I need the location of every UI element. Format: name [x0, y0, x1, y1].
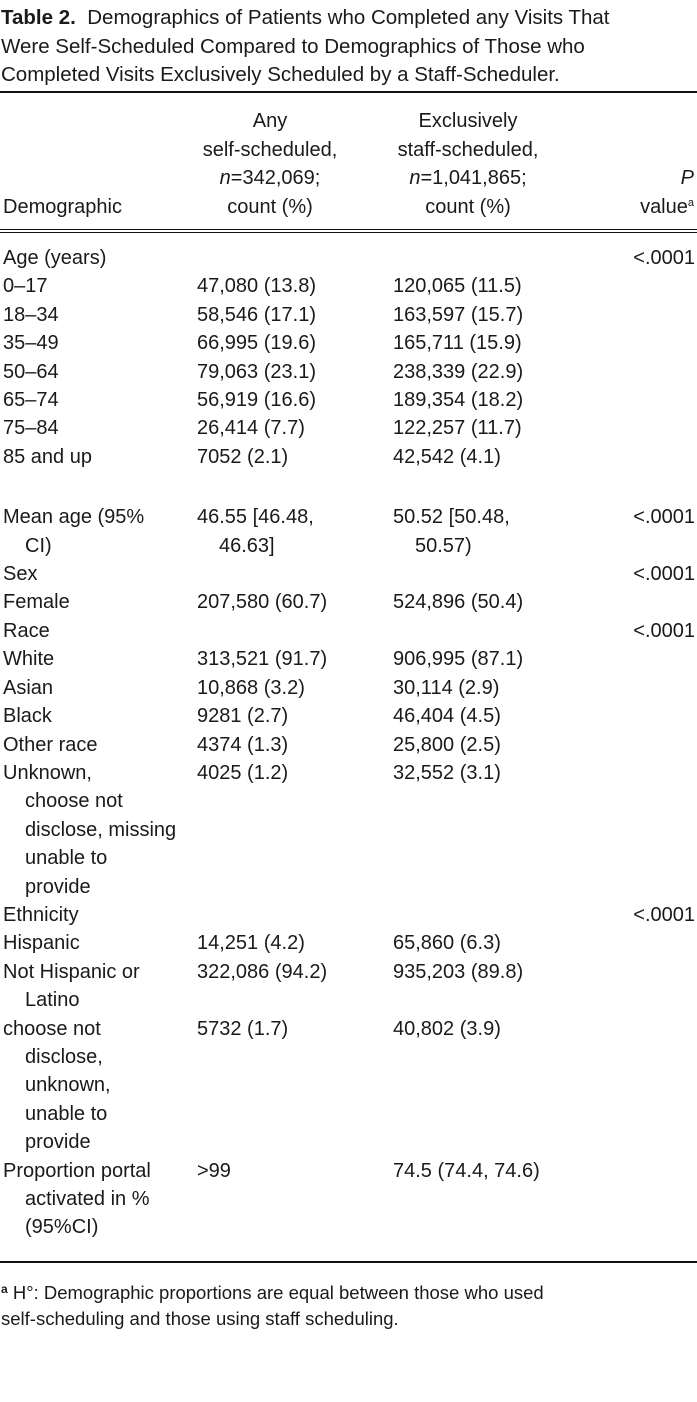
- demographic-cell: [0, 958, 197, 1015]
- demographic-cell-line: White: [3, 648, 55, 671]
- staff-scheduled-cell-line: [393, 244, 593, 272]
- staff-scheduled-cell-line: 65,860 (6.3): [393, 932, 501, 955]
- bottom-rule: [0, 1261, 697, 1263]
- self-scheduled-cell-line: 322,086 (94.2): [197, 960, 328, 983]
- table-row: [0, 244, 697, 272]
- demographic-cell: [0, 1015, 197, 1157]
- table-row: [0, 588, 697, 616]
- demographic-cell: [0, 645, 197, 673]
- self-scheduled-cell-line: 56,919 (16.6): [197, 389, 316, 412]
- self-scheduled-cell-line: [197, 244, 393, 272]
- staff-scheduled-cell: [393, 1157, 593, 1242]
- self-scheduled-cell: [197, 674, 393, 702]
- p-value-cell: [593, 414, 697, 442]
- p-value-cell: [593, 645, 697, 673]
- staff-scheduled-cell-line: 935,203 (89.8): [393, 960, 524, 983]
- staff-scheduled-cell: [393, 560, 593, 588]
- table-row: [0, 929, 697, 957]
- footnote: [1, 1276, 697, 1332]
- self-scheduled-cell-line: 47,080 (13.8): [197, 275, 316, 298]
- staff-scheduled-cell-line: 122,257 (11.7): [393, 417, 522, 440]
- table-row: [0, 386, 697, 414]
- self-scheduled-cell: [197, 503, 393, 560]
- header-text: [640, 193, 694, 222]
- staff-scheduled-cell: [393, 414, 593, 442]
- header-rule: [0, 229, 697, 230]
- table-row: [0, 958, 697, 1015]
- demographic-cell: [0, 674, 197, 702]
- demographic-cell: [0, 272, 197, 300]
- self-scheduled-cell: [197, 702, 393, 730]
- demographic-cell-line: Hispanic: [3, 932, 80, 955]
- demographic-cell-line: Sex: [3, 563, 38, 586]
- demographic-cell: [0, 386, 197, 414]
- self-scheduled-cell: [197, 272, 393, 300]
- staff-scheduled-cell: [393, 443, 593, 471]
- table-caption: [1, 4, 697, 90]
- staff-scheduled-cell-line: 40,802 (3.9): [393, 1017, 501, 1040]
- demographic-cell-line: unknown,: [25, 1074, 111, 1097]
- staff-scheduled-cell-line: 25,800 (2.5): [393, 733, 501, 756]
- staff-scheduled-cell-line: 120,065 (11.5): [393, 275, 522, 298]
- staff-scheduled-cell: [393, 329, 593, 357]
- staff-scheduled-cell-line: [393, 617, 593, 645]
- self-scheduled-cell: [197, 301, 393, 329]
- self-scheduled-cell-line: [197, 901, 393, 929]
- self-scheduled-cell: [197, 929, 393, 957]
- demographic-cell-line: 18–34: [3, 303, 59, 326]
- staff-scheduled-cell-line: 163,597 (15.7): [393, 303, 524, 326]
- demographic-cell-line: 35–49: [3, 332, 59, 355]
- staff-scheduled-cell-line: 46,404 (4.5): [393, 705, 501, 728]
- table-row: [0, 1157, 697, 1242]
- staff-scheduled-cell: [393, 588, 593, 616]
- demographic-cell: [0, 617, 197, 645]
- p-value-cell: [593, 674, 697, 702]
- staff-scheduled-cell: [393, 617, 593, 645]
- demographic-cell-line: activated in %: [25, 1188, 150, 1210]
- demographic-cell-line: 85 and up: [3, 445, 92, 468]
- table-row: [0, 414, 697, 442]
- staff-scheduled-cell: [393, 244, 593, 272]
- staff-scheduled-cell: [393, 901, 593, 929]
- staff-scheduled-cell-line: 165,711 (15.9): [393, 332, 522, 355]
- self-scheduled-cell: [197, 443, 393, 471]
- caption-text: Demographics of Patients who Completed any Visits That: [87, 6, 610, 29]
- staff-scheduled-cell-line: 42,542 (4.1): [393, 445, 501, 468]
- staff-scheduled-cell-line: 524,896 (50.4): [393, 591, 524, 614]
- top-rule: [0, 91, 697, 93]
- self-scheduled-cell: [197, 244, 393, 272]
- p-value-cell: <.0001: [633, 563, 695, 586]
- table-row: [0, 674, 697, 702]
- staff-scheduled-cell: [393, 731, 593, 759]
- demographic-cell-line: unable to: [25, 847, 108, 870]
- self-scheduled-cell: [197, 645, 393, 673]
- staff-scheduled-cell: [393, 645, 593, 673]
- header-demographic-text: Demographic: [3, 196, 122, 218]
- self-scheduled-cell-line: 4025 (1.2): [197, 761, 289, 784]
- demographic-cell-line: provide: [25, 1131, 91, 1154]
- staff-scheduled-cell: [393, 301, 593, 329]
- self-scheduled-cell: [197, 731, 393, 759]
- demographic-cell-line: Proportion portal: [3, 1159, 151, 1182]
- self-scheduled-cell-line: 58,546 (17.1): [197, 303, 316, 326]
- table-row: [0, 1015, 697, 1157]
- header-text: count (%): [425, 195, 511, 218]
- demographic-cell-line: Ethnicity: [3, 903, 79, 926]
- footnote-marker: a: [1, 1282, 8, 1296]
- self-scheduled-cell-line: [197, 560, 393, 588]
- staff-scheduled-cell: [393, 702, 593, 730]
- demographic-cell: [0, 244, 197, 272]
- table-row: [0, 901, 697, 929]
- caption-line-1: [1, 4, 697, 33]
- demographic-cell: [0, 560, 197, 588]
- demographic-cell: [0, 301, 197, 329]
- demographic-cell-line: choose not: [3, 1017, 101, 1040]
- demographic-cell: [0, 929, 197, 957]
- footnote-text: H°: Demographic proportions are equal between those who used: [12, 1282, 544, 1303]
- table-row: [0, 329, 697, 357]
- self-scheduled-cell: [197, 759, 393, 901]
- n-value: =342,069;: [230, 167, 321, 189]
- caption-line-2: Were Self-Scheduled Compared to Demographics of Those who: [1, 34, 585, 58]
- self-scheduled-cell: [197, 358, 393, 386]
- self-scheduled-cell: [197, 386, 393, 414]
- demographic-cell-line: Race: [3, 619, 50, 642]
- p-value-cell: [593, 731, 697, 759]
- demographic-cell: [0, 503, 197, 560]
- demographic-cell-line: (95%CI): [25, 1216, 99, 1239]
- demographic-cell-line: Black: [3, 705, 52, 728]
- staff-scheduled-cell: [393, 272, 593, 300]
- p-value-cell: [593, 329, 697, 357]
- demographic-cell: [0, 414, 197, 442]
- p-value-cell: [593, 958, 697, 1015]
- self-scheduled-cell-line: 313,521 (91.7): [197, 648, 328, 671]
- self-scheduled-cell-line: 5732 (1.7): [197, 1017, 289, 1040]
- staff-scheduled-cell: [393, 503, 593, 560]
- p-value-cell: <.0001: [633, 506, 695, 529]
- footnote-line-1: [1, 1276, 697, 1306]
- p-value-cell: [593, 1157, 697, 1242]
- p-value-cell: [593, 929, 697, 957]
- self-scheduled-cell: [197, 588, 393, 616]
- header-n: [175, 164, 365, 193]
- p-value-cell: [593, 702, 697, 730]
- self-scheduled-cell-line: 46.55 [46.48,: [197, 506, 314, 529]
- staff-scheduled-cell: [393, 358, 593, 386]
- self-scheduled-cell: [197, 1015, 393, 1157]
- demographic-cell-line: Unknown,: [3, 761, 92, 784]
- staff-scheduled-cell-line: 189,354 (18.2): [393, 389, 524, 412]
- table-row: [0, 301, 697, 329]
- staff-scheduled-cell-line: 74.5 (74.4, 74.6): [393, 1159, 540, 1182]
- table-row: [0, 272, 697, 300]
- staff-scheduled-cell-line: 32,552 (3.1): [393, 761, 501, 784]
- p-value-cell: <.0001: [633, 247, 695, 269]
- demographic-cell-line: Not Hispanic or: [3, 960, 140, 983]
- table-row: [0, 645, 697, 673]
- demographic-cell-line: Age (years): [3, 247, 107, 269]
- header-p-value: [640, 164, 694, 221]
- header-text: Exclusively: [418, 110, 518, 132]
- p-value-cell: <.0001: [633, 619, 695, 642]
- self-scheduled-cell-line: 79,063 (23.1): [197, 360, 316, 383]
- n-value: =1,041,865;: [420, 167, 527, 189]
- p-value-cell: [593, 443, 697, 471]
- header-self-scheduled: [175, 107, 365, 221]
- self-scheduled-cell-line: 9281 (2.7): [197, 705, 289, 728]
- header-text: Any: [252, 110, 288, 132]
- self-scheduled-cell-line: >99: [197, 1159, 231, 1182]
- p-value-cell: [593, 588, 697, 616]
- p-value-cell: <.0001: [633, 903, 695, 926]
- demographic-cell: [0, 1157, 197, 1242]
- p-value-label: value: [640, 195, 688, 218]
- footnote-marker: a: [687, 196, 694, 209]
- header-text: self-scheduled,: [202, 138, 338, 161]
- demographic-cell: [0, 358, 197, 386]
- demographic-cell-line: disclose, missing: [25, 818, 177, 841]
- staff-scheduled-cell-line: 30,114 (2.9): [393, 676, 500, 699]
- self-scheduled-cell-line: 46.63]: [219, 534, 275, 557]
- p-value-cell: [593, 1015, 697, 1157]
- self-scheduled-cell: [197, 329, 393, 357]
- self-scheduled-cell-line: 10,868 (3.2): [197, 676, 305, 699]
- staff-scheduled-cell-line: [393, 901, 593, 929]
- staff-scheduled-cell-line: [393, 560, 593, 588]
- staff-scheduled-cell-line: 238,339 (22.9): [393, 360, 524, 383]
- demographic-cell: [0, 901, 197, 929]
- header-rule: [0, 232, 697, 233]
- self-scheduled-cell-line: 207,580 (60.7): [197, 591, 328, 614]
- demographic-cell-line: choose not: [25, 790, 123, 813]
- header-staff-scheduled: [370, 107, 566, 221]
- demographic-cell-line: Asian: [3, 676, 54, 699]
- self-scheduled-cell-line: 26,414 (7.7): [197, 417, 305, 440]
- table-row: [0, 702, 697, 730]
- staff-scheduled-cell: [393, 674, 593, 702]
- demographic-cell: [0, 588, 197, 616]
- self-scheduled-cell: [197, 1157, 393, 1242]
- self-scheduled-cell: [197, 617, 393, 645]
- n-symbol: n: [409, 167, 421, 189]
- demographic-cell-line: Other race: [3, 733, 98, 756]
- staff-scheduled-cell: [393, 958, 593, 1015]
- table-row: [0, 731, 697, 759]
- demographic-cell: [0, 329, 197, 357]
- demographic-cell-line: 65–74: [3, 389, 59, 412]
- demographic-cell: [0, 443, 197, 471]
- demographic-cell-line: Mean age (95%: [3, 506, 145, 529]
- self-scheduled-cell-line: 66,995 (19.6): [197, 332, 316, 355]
- staff-scheduled-cell-line: 906,995 (87.1): [393, 648, 524, 671]
- header-text: P: [680, 167, 694, 189]
- self-scheduled-cell: [197, 901, 393, 929]
- n-symbol: n: [219, 167, 231, 189]
- caption-line-3: Completed Visits Exclusively Scheduled by a Staff-Scheduler.: [1, 63, 560, 86]
- table-row: [0, 759, 697, 901]
- staff-scheduled-cell: [393, 929, 593, 957]
- self-scheduled-cell-line: [197, 617, 393, 645]
- demographic-cell-line: unable to: [25, 1102, 108, 1125]
- demographic-cell: [0, 702, 197, 730]
- demographic-cell: [0, 759, 197, 901]
- self-scheduled-cell: [197, 560, 393, 588]
- self-scheduled-cell: [197, 414, 393, 442]
- footnote-line-2: self-scheduling and those using staff scheduling.: [1, 1308, 399, 1329]
- table-body: [0, 244, 697, 1242]
- p-value-cell: [593, 301, 697, 329]
- staff-scheduled-cell: [393, 386, 593, 414]
- self-scheduled-cell-line: 14,251 (4.2): [197, 932, 305, 955]
- demographic-cell-line: 50–64: [3, 360, 59, 383]
- self-scheduled-cell-line: 4374 (1.3): [197, 733, 289, 756]
- header-demographic: [3, 193, 122, 222]
- demographic-cell-line: 0–17: [3, 275, 48, 298]
- header-n: [370, 164, 566, 193]
- table-row: [0, 560, 697, 588]
- demographic-cell-line: provide: [25, 875, 91, 898]
- demographic-cell-line: disclose,: [25, 1045, 103, 1068]
- p-value-cell: [593, 386, 697, 414]
- demographic-cell-line: Female: [3, 591, 70, 614]
- staff-scheduled-cell: [393, 759, 593, 901]
- table-row: [0, 617, 697, 645]
- p-value-cell: [593, 759, 697, 901]
- self-scheduled-cell-line: 7052 (2.1): [197, 445, 289, 468]
- table-label: Table 2.: [1, 6, 76, 29]
- staff-scheduled-cell-line: 50.52 [50.48,: [393, 506, 510, 529]
- staff-scheduled-cell: [393, 1015, 593, 1157]
- demographic-cell-line: CI): [25, 534, 52, 557]
- demographic-cell-line: Latino: [25, 989, 80, 1012]
- p-value-cell: [593, 358, 697, 386]
- row-spacer: [0, 471, 697, 503]
- demographic-cell-line: 75–84: [3, 417, 59, 440]
- table-row: [0, 503, 697, 560]
- table-row: [0, 443, 697, 471]
- header-text: count (%): [227, 195, 313, 218]
- staff-scheduled-cell-line: 50.57): [415, 534, 472, 557]
- table-row: [0, 358, 697, 386]
- self-scheduled-cell: [197, 958, 393, 1015]
- header-text: staff-scheduled,: [397, 138, 539, 161]
- demographic-cell: [0, 731, 197, 759]
- p-value-cell: [593, 272, 697, 300]
